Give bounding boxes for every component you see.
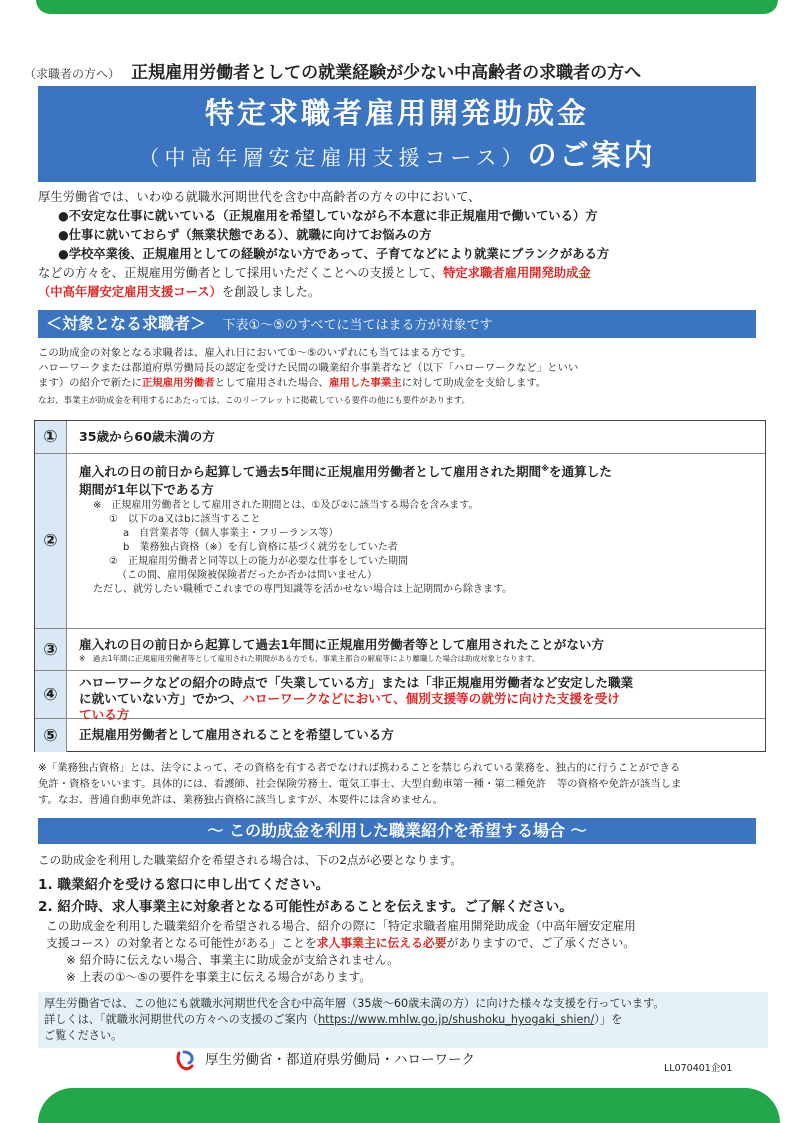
- footnote-line: 免許・資格をいいます。具体的には、看護師、社会保険労務士、電気工事士、大型自動車第一種・第二種免許 等の資格や免許が該当しま: [38, 778, 682, 790]
- intro-bullet: ●仕事に就いておらず（無業状態である）、就職に向けてお悩みの方: [58, 228, 432, 242]
- footnote-line: ※「業務独占資格」とは、法令によって、その資格を有する者でなければ携わることを禁じられている業務を、独占的に行うことができる: [38, 762, 681, 774]
- footnote-line: す。なお、普通自動車免許は、業務独占資格に該当しますが、本要件には含めません。: [38, 794, 444, 806]
- requirement-text-part: 雇入れの日の前日から起算して過去5年間に正規雇用労働者として雇用された期間: [79, 464, 542, 480]
- intro-paragraph: [38, 188, 758, 302]
- requirement-note: （この間、雇用保険被保険者だったか否かは問いません）: [117, 570, 377, 582]
- info-text: 詳しくは、「就職氷河期世代の方々への支援のご案内（: [44, 1013, 319, 1026]
- requirement-text: [79, 460, 757, 481]
- ministry-name: 厚生労働省・都道府県労働局・ハローワーク: [205, 1052, 475, 1068]
- title-guide: のご案内: [527, 138, 656, 172]
- row-number: ④: [35, 671, 67, 718]
- title-banner: [38, 86, 756, 182]
- requirement-text: ハローワークなどの紹介の時点で「失業している方」または「非正規雇用労働者など安定した職業: [79, 675, 634, 690]
- table-row: [35, 421, 765, 454]
- subsidy-name-highlight: 特定求職者雇用開発助成金: [443, 266, 591, 280]
- bottom-decoration-bar: [38, 1088, 780, 1123]
- step-2: 2. 紹介時、求人事業主に対象者となる可能性があることを伝えます。ご了解ください。: [38, 899, 573, 915]
- info-line: [44, 1012, 762, 1028]
- notify-employer-highlight: 求人事業主に伝える必要: [316, 936, 447, 950]
- highlight-regular-worker: 正規雇用労働者: [141, 377, 215, 389]
- body-line: この助成金を利用した職業紹介を希望される場合、紹介の際に「特定求職者雇用開発助成金（中高年層安定雇用: [46, 919, 636, 933]
- requirement-text: 期間が1年以下である方: [79, 482, 214, 498]
- referral-steps: [38, 874, 758, 918]
- section-title: ＜対象となる求職者＞: [46, 314, 207, 333]
- desc-text: ます）の紹介で新たに: [38, 377, 142, 389]
- requirement-text: 正規雇用労働者として雇用されることを希望している方: [79, 727, 394, 742]
- info-text: ）」を: [594, 1013, 623, 1026]
- desc-note: なお、事業主が助成金を利用するにあたっては、このリーフレットに掲載している要件の他にも要件があります。: [38, 396, 470, 406]
- table-row: [35, 719, 765, 752]
- intro-text: を創設しました。: [221, 285, 321, 299]
- body-note: ※ 上表の①～⑤の要件を事業主に伝える場合があります。: [66, 970, 372, 984]
- info-box: [38, 992, 768, 1048]
- table-row: [35, 454, 765, 629]
- support-highlight: ている方: [79, 707, 130, 722]
- document-code: LL070401企01: [664, 1063, 733, 1074]
- section-heading-referral: ～ この助成金を利用した職業紹介を希望する場合 ～: [38, 818, 756, 844]
- row-number: ②: [35, 454, 67, 628]
- footnote-mark: ※: [541, 464, 549, 473]
- row-number: ⑤: [35, 719, 67, 752]
- target-text: 正規雇用労働者としての就業経験が少ない中高齢者の求職者の方へ: [131, 63, 642, 83]
- body-text: がありますので、ご了承ください。: [446, 936, 636, 950]
- mhlw-link[interactable]: https://www.mhlw.go.jp/shushoku_hyogaki_shien/: [318, 1013, 595, 1026]
- intro-text: などの方々を、正規雇用労働者として採用いただくことへの支援として、: [38, 266, 444, 280]
- requirement-text-part: に就いていない方」でかつ、: [79, 691, 243, 706]
- mhlw-logo-icon: [175, 1049, 197, 1071]
- intro-bullet: ●学校卒業後、正規雇用としての経験がない方であって、子育てなどにより就業にブランクがある方: [58, 247, 610, 261]
- intro-line: 厚生労働省では、いわゆる就職氷河期世代を含む中高齢者の方々の中において、: [38, 190, 481, 204]
- intro-bullet: ●不安定な仕事に就いている（正規雇用を希望していながら不本意に非正規雇用で働いている）方: [58, 209, 598, 223]
- info-line: 厚生労働省では、この他にも就職氷河期世代を含む中高年層（35歳～60歳未満の方）に向けた様々な支援を行っています。: [44, 997, 665, 1010]
- title-main: 特定求職者雇用開発助成金: [204, 96, 589, 130]
- info-line: ご覧ください。: [44, 1029, 123, 1042]
- requirement-note: ※ 正規雇用労働者として雇用された期間とは、①及び②に該当する場合を含みます。: [93, 500, 479, 512]
- title-sub: [38, 134, 756, 179]
- requirement-note: ただし、就労したい職種でこれまでの専門知識等を活かせない場合は上記期間から除きます。: [93, 584, 513, 596]
- course-name-highlight: （中高年層安定雇用支援コース）: [38, 285, 222, 299]
- requirement-text-part: を通算した: [548, 464, 612, 480]
- requirement-note: ※ 過去1年間に正規雇用労働者等として雇用された期間がある方でも、事業主都合の解雇等により離職した場合は助成対象となります。: [79, 654, 540, 663]
- body-note: ※ 紹介時に伝えない場合、事業主に助成金が支給されません。: [66, 953, 399, 967]
- requirement-note: ② 正規雇用労働者と同等以上の能力が必要な仕事をしていた期間: [109, 556, 408, 568]
- referral-body: [46, 918, 760, 986]
- intro-line: [38, 283, 758, 302]
- title-course-name: （中高年層安定雇用支援コース）: [138, 146, 528, 170]
- row-number: ③: [35, 629, 67, 670]
- referral-intro: この助成金を利用した職業紹介を希望される場合は、下の2点が必要となります。: [38, 853, 462, 867]
- requirement-note: ① 以下のa又はbに該当すること: [109, 514, 261, 526]
- table-row: [35, 629, 765, 671]
- table-row: [35, 671, 765, 722]
- requirement-text: [79, 691, 757, 707]
- requirement-note: a 自営業者等（個人事業主・フリーランス等）: [123, 528, 339, 540]
- support-highlight: ハローワークなどにおいて、個別支援等の就労に向けた支援を受け: [242, 691, 620, 706]
- target-audience-line: [24, 58, 784, 82]
- desc-text: として雇用された場合、: [214, 377, 329, 389]
- target-description: [38, 346, 758, 409]
- requirement-text: 35歳から60歳未満の方: [79, 429, 215, 444]
- step-1: 1. 職業紹介を受ける窓口に申し出てください。: [38, 877, 330, 893]
- license-footnote: [38, 760, 762, 808]
- target-tag: （求職者の方へ）: [24, 67, 121, 81]
- desc-line: [38, 376, 758, 391]
- body-text: 支援コース）の対象者となる可能性がある」ことを: [46, 936, 317, 950]
- requirement-note: b 業務独占資格（※）を有し資格に基づく就労をしていた者: [123, 542, 398, 554]
- body-line: [46, 935, 760, 952]
- row-number: ①: [35, 421, 67, 453]
- requirement-text: 雇入れの日の前日から起算して過去1年間に正規雇用労働者等として雇用されたことがない方: [79, 637, 605, 652]
- section-heading-target: [38, 310, 756, 338]
- highlight-employer: 雇用した事業主: [328, 377, 402, 389]
- desc-text: に対して助成金を支給します。: [401, 377, 547, 389]
- requirements-table: [34, 420, 766, 752]
- desc-line: この助成金の対象となる求職者は、雇入れ日において①～⑤のいずれにも当てはまる方です。: [38, 347, 472, 359]
- section-subtitle: 下表①～⑤のすべてに当てはまる方が対象です: [222, 318, 493, 333]
- top-decoration-bar: [36, 0, 778, 14]
- desc-line: ハローワークまたは都道府県労働局長の認定を受けた民間の職業紹介事業者など（以下「ハローワークなど」といい: [38, 362, 579, 374]
- intro-line: [38, 264, 758, 283]
